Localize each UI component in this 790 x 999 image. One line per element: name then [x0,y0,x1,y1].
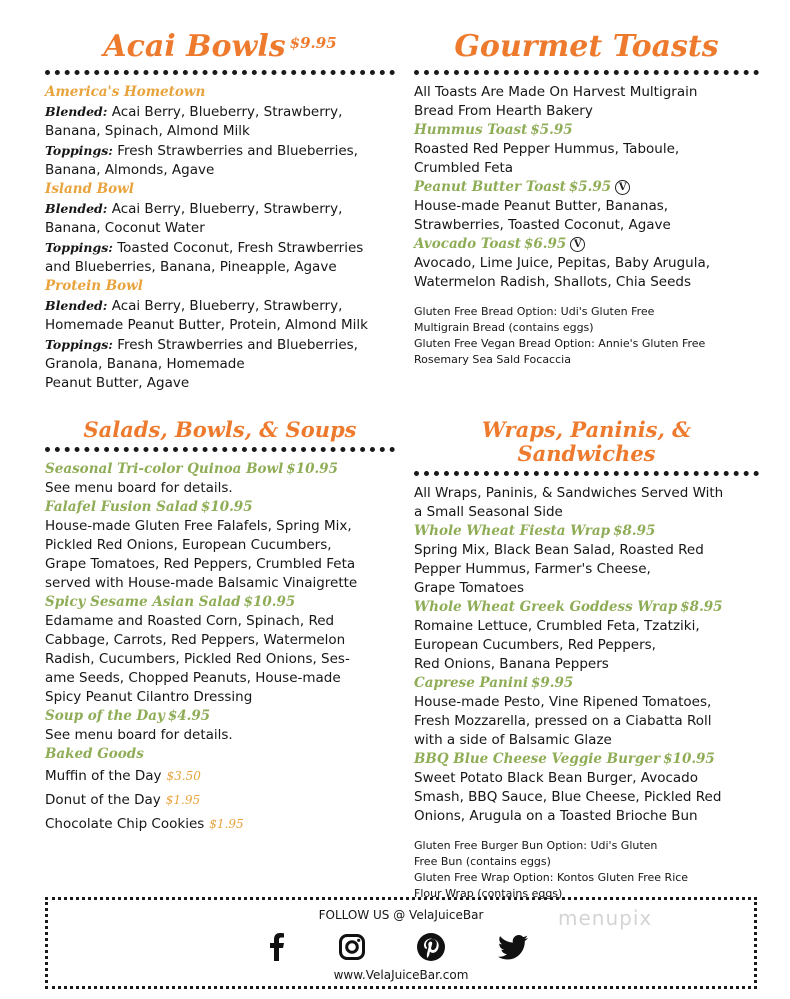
wrap-items [414,522,759,826]
toppings-text: Banana, Almonds, Agave [45,161,215,178]
wraps-intro-line: All Wraps, Paninis, & Sandwiches Served With [414,485,724,502]
salad-name: Soup of the Day [45,708,165,725]
salad-items [45,460,395,745]
toast-item-name [414,121,759,140]
salads-section [45,418,395,836]
dotted-divider [45,70,395,75]
blended-text: Acai Berry, Blueberry, Strawberry, [107,103,343,120]
salad-desc-line: See menu board for details. [45,480,233,497]
wraps-notes [414,838,759,902]
toppings-label: Toppings: [45,142,113,158]
toast-name: Avocado Toast [414,235,521,252]
wrap-name: BBQ Blue Cheese Veggie Burger [414,751,661,768]
toast-desc-line: Avocado, Lime Juice, Pepitas, Baby Arugula, [414,254,711,271]
acai-blended-line [45,199,395,219]
wrap-price: $9.95 [530,675,574,692]
acai-item-name: America's Hometown [45,83,206,100]
pinterest-icon[interactable] [417,933,445,961]
gourmet-toasts-title: Gourmet Toasts [454,29,719,64]
wrap-desc-line: Grape Tomatoes [414,580,524,597]
twitter-icon[interactable] [498,935,528,960]
wrap-item-name [414,598,759,617]
toast-desc-line: Strawberries, Toasted Coconut, Agave [414,216,671,233]
wrap-name: Caprese Panini [414,675,528,692]
vegan-icon: V [570,237,585,252]
blended-text: Banana, Coconut Water [45,219,205,236]
acai-blended-line [45,219,395,238]
wraps-note-line: Gluten Free Wrap Option: Kontos Gluten Free Rice [414,871,689,885]
toasts-intro-line: Bread From Hearth Bakery [414,102,593,119]
baked-price: $1.95 [165,793,201,808]
toppings-text: Toasted Coconut, Fresh Strawberries [112,239,364,256]
toppings-text: Fresh Strawberries and Blueberries, [112,336,358,353]
acai-blended-line [45,122,395,141]
salad-desc-line: Cabbage, Carrots, Red Peppers, Watermelon [45,632,346,649]
toasts-notes [414,304,759,368]
acai-blended-line [45,102,395,122]
toppings-label: Toppings: [45,239,113,255]
website-link[interactable]: www.VelaJuiceBar.com [333,968,469,982]
salad-desc-line: Edamame and Roasted Corn, Spinach, Red [45,613,335,630]
vegan-icon: V [615,180,630,195]
dotted-divider [414,471,759,476]
toppings-text: and Blueberries, Banana, Pineapple, Agave [45,258,337,275]
toast-price: $5.95 [568,178,612,195]
toasts-intro-line: All Toasts Are Made On Harvest Multigrain [414,83,698,100]
wrap-price: $8.95 [613,523,656,540]
follow-us-text: FOLLOW US @ VelaJuiceBar [318,908,484,922]
toasts-note-line: Gluten Free Vegan Bread Option: Annie's Gluten Free [414,336,706,350]
toast-name: Hummus Toast [414,121,528,138]
acai-item-name: Island Bowl [45,180,134,197]
wrap-price: $10.95 [663,751,715,768]
salad-name: Spicy Sesame Asian Salad [45,594,241,611]
salad-desc-line: House-made Gluten Free Falafels, Spring Mix, [45,518,352,535]
acai-toppings-line [45,161,395,180]
wrap-desc-line: Red Onions, Banana Peppers [414,656,609,673]
acai-toppings-line [45,335,395,355]
acai-bowls-section [45,30,395,393]
salad-item-name [45,498,395,517]
toasts-note-line: Multigrain Bread (contains eggs) [414,320,594,334]
wraps-note-line: Free Bun (contains eggs) [414,855,551,869]
wrap-desc-line: Smash, BBQ Sauce, Blue Cheese, Pickled Red [414,789,722,806]
baked-item [45,788,395,812]
toasts-note-line: Gluten Free Bread Option: Udi's Gluten Free [414,304,655,318]
toppings-text: Peanut Butter, Agave [45,374,190,391]
dotted-divider [414,70,759,75]
facebook-icon[interactable] [268,933,286,961]
wrap-item-name [414,674,759,693]
salad-item-name [45,460,395,479]
dotted-divider [45,447,395,452]
baked-name: Muffin of the Day [45,768,162,785]
baked-price: $3.50 [166,769,201,784]
baked-item [45,764,395,788]
blended-text: Acai Berry, Blueberry, Strawberry, [107,297,343,314]
salad-name: Seasonal Tri-color Quinoa Bowl [45,461,284,478]
wraps-section [414,418,759,902]
acai-item-name: Protein Bowl [45,277,143,294]
wrap-desc-line: Spring Mix, Black Bean Salad, Roasted Red [414,542,704,559]
acai-toppings-line [45,258,395,277]
wrap-desc-line: Pepper Hummus, Farmer's Cheese, [414,561,651,578]
salad-desc-line: Spicy Peanut Cilantro Dressing [45,689,253,706]
salad-desc-line: See menu board for details. [45,727,233,744]
toast-items [414,121,759,292]
baked-goods-title: Baked Goods [45,746,144,763]
toast-desc-line: Roasted Red Pepper Hummus, Taboule, [414,140,680,157]
baked-item [45,812,395,836]
acai-toppings-line [45,238,395,258]
wrap-desc-line: Romaine Lettuce, Crumbled Feta, Tzatziki, [414,618,700,635]
blended-text: Acai Berry, Blueberry, Strawberry, [107,200,343,217]
blended-label: Blended: [45,200,108,216]
baked-items [45,764,395,836]
toppings-text: Fresh Strawberries and Blueberries, [112,142,358,159]
wrap-price: $8.95 [680,599,723,616]
toasts-intro [414,83,759,121]
salad-price: $10.95 [286,461,338,478]
footer [45,897,757,989]
instagram-icon[interactable] [339,934,365,960]
blended-label: Blended: [45,103,108,119]
toast-name: Peanut Butter Toast [414,178,566,195]
acai-blended-line [45,316,395,335]
toast-item-name [414,235,759,254]
wrap-desc-line: Onions, Arugula on a Toasted Brioche Bun [414,808,698,825]
acai-toppings-line [45,355,395,374]
toast-desc-line: Watermelon Radish, Shallots, Chia Seeds [414,273,691,290]
baked-name: Donut of the Day [45,792,161,809]
toppings-text: Granola, Banana, Homemade [45,355,245,372]
wraps-title: Wraps, Paninis, & Sandwiches [481,417,692,467]
toasts-note-line: Rosemary Sea Sald Focaccia [414,352,571,366]
salad-name: Falafel Fusion Salad [45,499,198,516]
wrap-desc-line: Sweet Potato Black Bean Burger, Avocado [414,770,698,787]
acai-items [45,83,395,393]
toast-desc-line: Crumbled Feta [414,159,514,176]
salad-desc-line: served with House-made Balsamic Vinaigrette [45,575,358,592]
wraps-note-line: Gluten Free Burger Bun Option: Udi's Gluten [414,839,658,853]
salad-desc-line: Radish, Cucumbers, Pickled Red Onions, Ses- [45,651,350,668]
toast-item-name [414,178,759,197]
salad-item-name [45,707,395,726]
salad-item-name [45,593,395,612]
toppings-label: Toppings: [45,336,113,352]
acai-toppings-line [45,141,395,161]
toast-desc-line: House-made Peanut Butter, Bananas, [414,197,669,214]
wraps-note-line: Flour Wrap (contains eggs) [414,887,563,901]
acai-bowls-price: $9.95 [289,34,337,52]
social-links [268,933,528,961]
toast-price: $6.95 [523,235,567,252]
blended-label: Blended: [45,297,108,313]
wrap-name: Whole Wheat Fiesta Wrap [414,523,611,540]
wraps-intro [414,484,759,522]
wrap-item-name [414,750,759,769]
wrap-name: Whole Wheat Greek Goddess Wrap [414,599,678,616]
salads-title: Salads, Bowls, & Soups [83,417,357,442]
blended-text: Homemade Peanut Butter, Protein, Almond Milk [45,316,368,333]
menupix-watermark: menupix [558,906,653,930]
wrap-desc-line: European Cucumbers, Red Peppers, [414,637,656,654]
baked-name: Chocolate Chip Cookies [45,816,205,833]
acai-toppings-line [45,374,395,393]
wrap-item-name [414,522,759,541]
wrap-desc-line: Fresh Mozzarella, pressed on a Ciabatta Roll [414,713,712,730]
wrap-desc-line: with a side of Balsamic Glaze [414,732,612,749]
salad-price: $10.95 [243,594,296,611]
wrap-desc-line: House-made Pesto, Vine Ripened Tomatoes, [414,694,712,711]
salad-desc-line: Pickled Red Onions, European Cucumbers, [45,537,332,554]
salad-desc-line: ame Seeds, Chopped Peanuts, House-made [45,670,341,687]
salad-price: $4.95 [167,708,211,725]
wraps-intro-line: a Small Seasonal Side [414,504,563,521]
blended-text: Banana, Spinach, Almond Milk [45,122,250,139]
salad-desc-line: Grape Tomatoes, Red Peppers, Crumbled Feta [45,556,356,573]
toast-price: $5.95 [530,121,573,138]
gourmet-toasts-section [414,30,759,368]
acai-bowls-title: Acai Bowls $^{\$9.95}$ [103,29,337,64]
acai-blended-line [45,296,395,316]
baked-price: $1.95 [209,817,244,832]
salad-price: $10.95 [200,499,253,516]
